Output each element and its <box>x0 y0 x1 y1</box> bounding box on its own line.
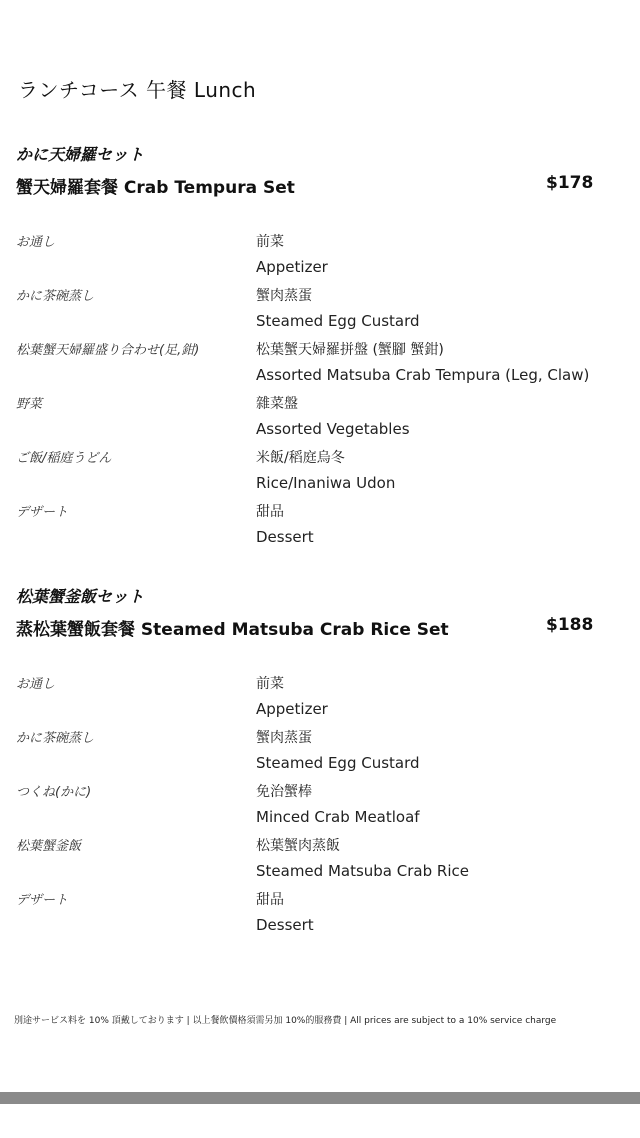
item-en-name: Appetizer <box>256 700 328 718</box>
menu-item <box>0 339 640 393</box>
item-jp-name: つくね(かに) <box>16 785 92 800</box>
item-en-name: Dessert <box>256 528 314 546</box>
item-en-name: Dessert <box>256 916 314 934</box>
item-zh-name: 松葉蟹肉蒸飯 <box>256 838 340 854</box>
item-jp-name: 松葉蟹釜飯 <box>16 839 82 854</box>
item-jp-name: お通し <box>16 235 56 250</box>
item-jp-name: かに茶碗蒸し <box>16 289 95 304</box>
menu-item <box>0 781 640 835</box>
set-title: 蟹天婦羅套餐 Crab Tempura Set <box>16 178 295 198</box>
item-en-name: Steamed Egg Custard <box>256 754 420 772</box>
page-title: ランチコース 午餐 Lunch <box>18 78 257 102</box>
set-jp-name: かに天婦羅セット <box>16 145 145 164</box>
item-jp-name: ご飯/稲庭うどん <box>16 451 112 466</box>
item-zh-name: 蟹肉蒸蛋 <box>256 730 312 746</box>
item-jp-name: お通し <box>16 677 56 692</box>
bottom-bar <box>0 1092 640 1104</box>
item-jp-name: 松葉蟹天婦羅盛り合わせ(足,鉗) <box>16 343 200 358</box>
menu-item <box>0 393 640 447</box>
item-jp-name: デザート <box>16 505 69 520</box>
item-en-name: Appetizer <box>256 258 328 276</box>
menu-item <box>0 447 640 501</box>
item-jp-name: デザート <box>16 893 69 908</box>
menu-item <box>0 727 640 781</box>
set-price: $178 <box>546 173 594 193</box>
item-jp-name: 野菜 <box>16 397 43 412</box>
menu-item <box>0 285 640 339</box>
menu-item <box>0 835 640 889</box>
item-en-name: Minced Crab Meatloaf <box>256 808 420 826</box>
menu-item <box>0 673 640 727</box>
item-zh-name: 甜品 <box>256 892 284 908</box>
item-zh-name: 前菜 <box>256 234 284 250</box>
item-zh-name: 甜品 <box>256 504 284 520</box>
menu-item <box>0 231 640 285</box>
item-zh-name: 米飯/稻庭烏冬 <box>256 450 345 466</box>
item-en-name: Steamed Egg Custard <box>256 312 420 330</box>
item-jp-name: かに茶碗蒸し <box>16 731 95 746</box>
item-zh-name: 雜菜盤 <box>256 396 298 412</box>
item-en-name: Steamed Matsuba Crab Rice <box>256 862 469 880</box>
menu-item <box>0 889 640 943</box>
item-zh-name: 蟹肉蒸蛋 <box>256 288 312 304</box>
item-zh-name: 免治蟹棒 <box>256 784 312 800</box>
set-jp-name: 松葉蟹釜飯セット <box>16 587 145 606</box>
set-price: $188 <box>546 615 594 635</box>
item-zh-name: 松葉蟹天婦羅拼盤 (蟹腳 蟹鉗) <box>256 342 444 358</box>
item-zh-name: 前菜 <box>256 676 284 692</box>
set-title: 蒸松葉蟹飯套餐 Steamed Matsuba Crab Rice Set <box>16 620 449 640</box>
item-en-name: Rice/Inaniwa Udon <box>256 474 396 492</box>
item-en-name: Assorted Vegetables <box>256 420 410 438</box>
item-en-name: Assorted Matsuba Crab Tempura (Leg, Claw) <box>256 366 590 384</box>
service-charge-note: 別途サービス料を 10% 頂戴しております | 以上餐飲價格須需另加 10%的服務費 | All prices are subject to a 10% service charge <box>14 1016 557 1026</box>
menu-item <box>0 501 640 555</box>
